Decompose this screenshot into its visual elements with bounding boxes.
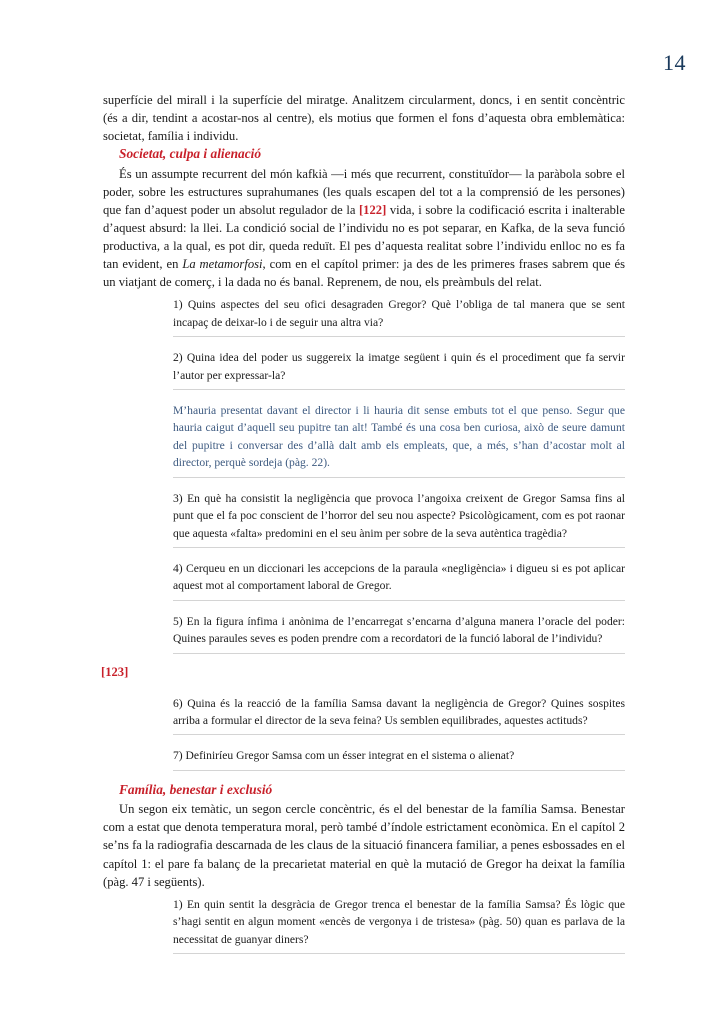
question-item: 4) Cerqueu en un diccionari les accepcions de la paraula «negligència» i digueu si es pot aplicar aquest mot al comportament laboral de Gregor. — [173, 558, 625, 601]
page-number: 14 — [663, 50, 686, 75]
question-item: 2) Quina idea del poder us suggereix la imatge següent i quin és el procediment que fa servir l’autor per expressar-la? — [173, 347, 625, 390]
paragraph-text: vida, i sobre la codificació escrita i inalterable d’aquest absurd: la llei. La condició social de l’individu no es pot separar, en Kafka, de la seva funció productiva, a la qual, es pot dir, queda reduït. El pes d’aquesta realitat sobre l’individu enlloc no es fa tan evident, en — [103, 202, 626, 272]
question-list-society-continued — [173, 693, 625, 771]
section-paragraph-family: Un segon eix temàtic, un segon cercle concèntric, és el del benestar de la família Samsa. Benestar com a estat que denota temperatura moral, però també d’índole estrictament econòmica. En el capítol 2 se’ns fa la radiografia descarnada de les claus de la situació financera familiar, a penes esbossades en el capítol 1: el pare fa balanç de la precarietat material en què la mutació de Gregor ha deixat la família (pàg. 47 i següents). — [103, 802, 625, 889]
book-title: La metamorfosi — [182, 257, 263, 272]
question-item: 5) En la figura ínfima i anònima de l’encarregat s’encarna d’alguna manera l’oracle del poder: Quines paraules seves es poden prendre com a recordatori de la funció laboral de l’individu? — [173, 611, 625, 654]
page-reference-122: [122] — [358, 202, 387, 217]
page-content — [103, 91, 625, 954]
page-marker-123: [123] — [101, 664, 129, 679]
section-heading-society: Societat, culpa i alienació — [119, 146, 262, 162]
question-item: 1) En quin sentit la desgràcia de Gregor trenca el benestar de la família Samsa? És lògic que s’hagi sentit en algun moment «encès de vergonya i de tristesa» (pàg. 50) quan es parlava de la necessitat de guanyar diners? — [173, 894, 625, 954]
question-item: 7) Definiríeu Gregor Samsa com un ésser integrat en el sistema o alienat? — [173, 745, 625, 770]
paragraph-text: És un assumpte recurrent del món kafkià —i més que recurrent, constituïdor— la paràbola sobre el poder, sobre les estructures suprahumanes (les quals escapen del tot a la comprensió de les persones) que fan d’aquest poder un absolut regulador de la — [103, 166, 625, 217]
quotation-block: M’hauria presentat davant el director i li hauria dit sense embuts tot el que penso. Segur que hauria caigut d’aquell seu pupitre tan alt! També és una cosa ben curiosa, això de seure damunt del pupitre i conversar des d’allà dalt amb els empleats, que, a més, s’han d’acostar molt al director, perquè sordeja (pàg. 22). — [173, 400, 625, 478]
question-list-society — [173, 294, 625, 653]
question-item: 1) Quins aspectes del seu ofici desagraden Gregor? Què l’obliga de tal manera que se sent incapaç de deixar-lo i de seguir una altra via? — [173, 294, 625, 337]
intro-paragraph: superfície del mirall i la superfície del miratge. Analitzem circularment, doncs, i en sentit concèntric (és a dir, tendint a acostar-nos al centre), els motius que formen el fons d’aquesta obra emblemàtica: societat, família i individu. — [103, 93, 625, 144]
question-item: 3) En què ha consistit la negligència que provoca l’angoixa creixent de Gregor Samsa fins al punt que el fa poc conscient de l’horror del seu nou aspecte? Psicològicament, com es pot raonar que aquesta «falta» predomini en el seu ànim per sobre de la seva autèntica tragèdia? — [173, 488, 625, 548]
section-paragraph-society — [103, 165, 625, 292]
question-list-family — [173, 894, 625, 954]
paragraph-text: , com en el capítol primer: ja des de les primeres frases sabrem que és un viatjant de comerç, i la dada no és banal. Reprenem, de nou, els preàmbuls del relat. — [103, 257, 626, 290]
question-item: 6) Quina és la reacció de la família Samsa davant la negligència de Gregor? Quines sospites arriba a formular el director de la seva feina? Us semblen equilibrades, aquestes actituds? — [173, 693, 625, 736]
section-heading-family: Família, benestar i exclusió — [119, 781, 273, 797]
